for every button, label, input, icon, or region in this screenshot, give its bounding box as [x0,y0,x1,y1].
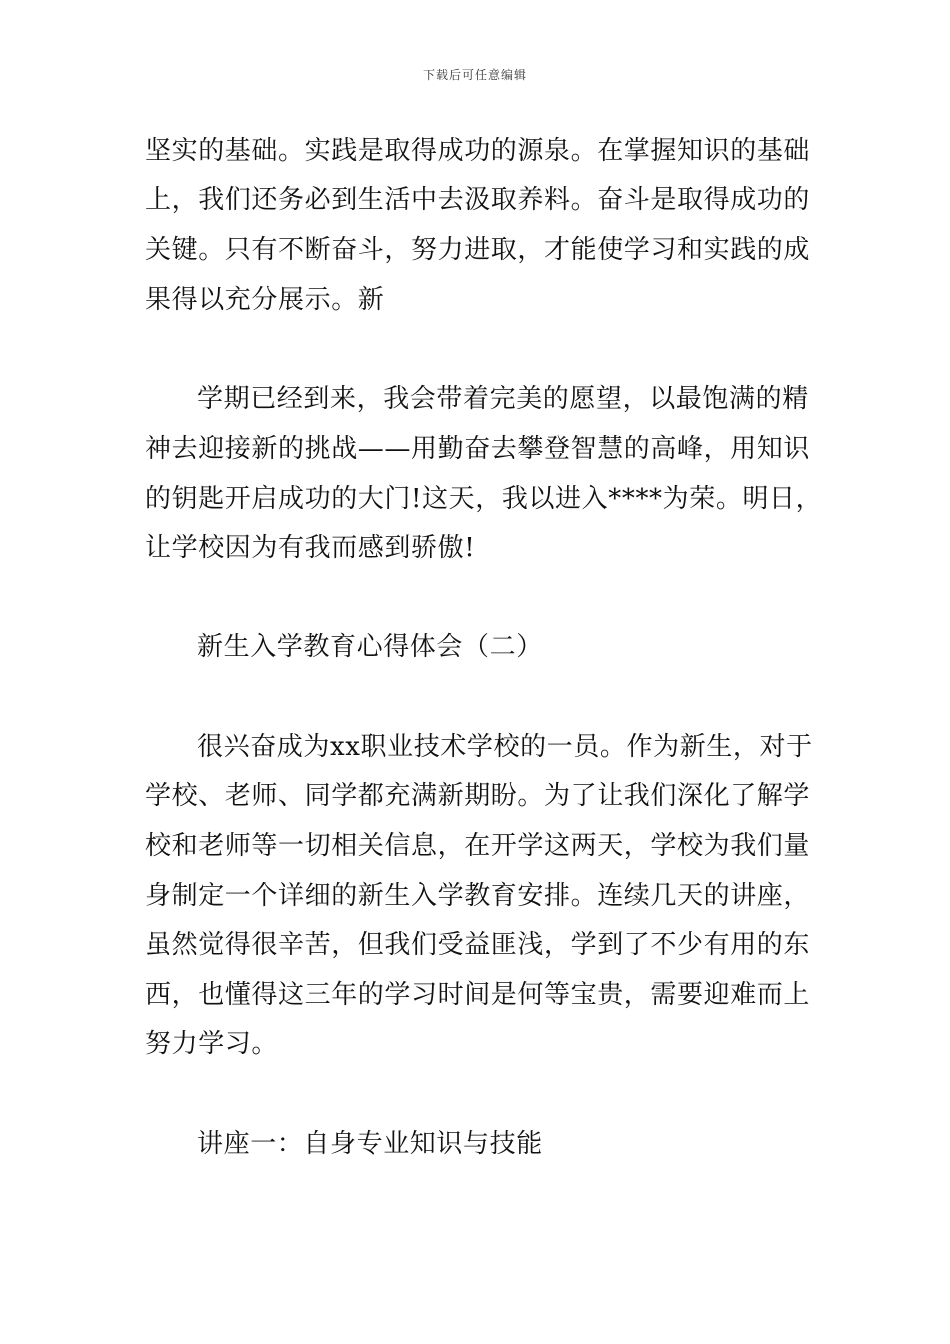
paragraph-1-line-1: 坚实的基础。实践是取得成功的源泉。在掌握知识的基础 [145,136,811,166]
paragraph-2-line-3: 的钥匙开启成功的大门!这天，我以进入****为荣。明日， [145,484,823,514]
paragraph-1-line-3: 关键。只有不断奋斗，努力进取，才能使学习和实践的成 [145,235,811,265]
paragraph-1-line-4: 果得以充分展示。新 [145,285,385,315]
paragraph-3-line-2: 学校、老师、同学都充满新期盼。为了让我们深化了解学 [145,781,811,811]
paragraph-3-line-3: 校和老师等一切相关信息，在开学这两天，学校为我们量 [145,831,811,861]
paragraph-3-line-5: 虽然觉得很辛苦，但我们受益匪浅，学到了不少有用的东 [145,930,811,960]
paragraph-2-line-2: 神去迎接新的挑战——用勤奋去攀登智慧的高峰，用知识 [145,434,811,464]
paragraph-1-line-2: 上，我们还务必到生活中去汲取养料。奋斗是取得成功的 [145,185,811,215]
paragraph-2-line-4: 让学校因为有我而感到骄傲! [145,533,476,563]
paragraph-2-line-1: 学期已经到来，我会带着完美的愿望，以最饱满的精 [197,384,809,414]
header-note: 下载后可任意编辑 [422,68,527,82]
section-heading: 新生入学教育心得体会（二） [197,632,543,662]
paragraph-3-line-1: 很兴奋成为xx职业技术学校的一员。作为新生，对于 [197,732,813,762]
lecture-heading: 讲座一：自身专业知识与技能 [197,1129,543,1159]
paragraph-3-line-4: 身制定一个详细的新生入学教育安排。连续几天的讲座， [145,881,811,911]
paragraph-3-line-7: 努力学习。 [145,1029,279,1059]
paragraph-3-line-6: 西，也懂得这三年的学习时间是何等宝贵，需要迎难而上 [145,980,811,1010]
